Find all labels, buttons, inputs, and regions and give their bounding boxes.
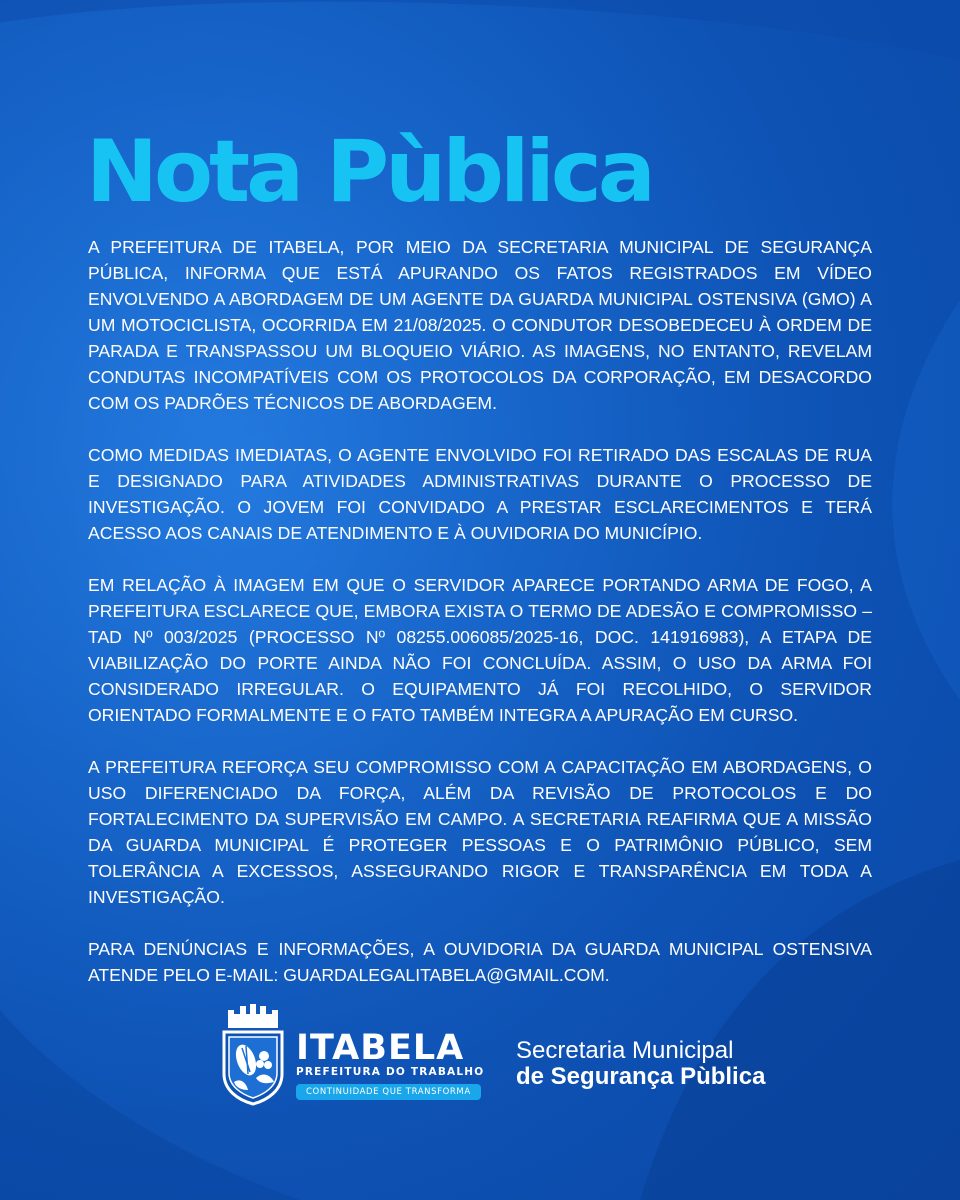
secretariat-name [516,1038,786,1090]
paragraph-immediate-measures: COMO MEDIDAS IMEDIATAS, O AGENTE ENVOLVIDO FOI RETIRADO DAS ESCALAS DE RUA E DESIGNADO PARA ATIVIDADES ADMINISTRATIVAS DURANTE O PROCESSO DE INVESTIGAÇÃO. O JOVEM FOI CONVIDADO A PRESTAR ESCLARECIMENTOS E TERÁ ACESSO AOS CANAIS DE ATENDIMENTO E À OUVIDORIA DO MUNICÍPIO. [88,445,872,543]
paragraph-firearm: EM RELAÇÃO À IMAGEM EM QUE O SERVIDOR APARECE PORTANDO ARMA DE FOGO, A PREFEITURA ESCLARECE QUE, EMBORA EXISTA O TERMO DE ADESÃO E COMPROMISSO – TAD Nº 003/2025 (PROCESSO Nº 08255.006085/2025-16, DOC. 141916983), A ETAPA DE VIABILIZAÇÃO DO PORTE AINDA NÃO FOI CONCLUÍDA. ASSIM, O USO DA ARMA FOI CONSIDERADO IRREGULAR. O EQUIPAMENTO JÁ FOI RECOLHIDO, O SERVIDOR ORIENTADO FORMALMENTE E O FATO TAMBÉM INTEGRA A APURAÇÃO EM CURSO. [88,575,872,725]
paragraph-investigation: A PREFEITURA DE ITABELA, POR MEIO DA SECRETARIA MUNICIPAL DE SEGURANÇA PÚBLICA, INFORMA QUE ESTÁ APURANDO OS FATOS REGISTRADOS EM VÍDEO ENVOLVENDO A ABORDAGEM DE UM AGENTE DA GUARDA MUNICIPAL OSTENSIVA (GMO) A UM MOTOCICLISTA, OCORRIDA EM 21/08/2025. O CONDUTOR DESOBEDECEU À ORDEM DE PARADA E TRANSPASSOU UM BLOQUEIO VIÁRIO. AS IMAGENS, NO ENTANTO, REVELAM CONDUTAS INCOMPATÍVEIS COM OS PROTOCOLOS DA CORPORAÇÃO, EM DESACORDO COM OS PADRÕES TÉCNICOS DE ABORDAGEM. [88,237,872,413]
paragraph-contact: PARA DENÚNCIAS E INFORMAÇÕES, A OUVIDORIA DA GUARDA MUNICIPAL OSTENSIVA ATENDE PELO E-MAIL: GUARDALEGALITABELA@GMAIL.COM. [88,939,872,985]
secretariat-line1: Secretaria Municipal [516,1037,734,1064]
paragraph-commitment: A PREFEITURA REFORÇA SEU COMPROMISSO COM A CAPACITAÇÃO EM ABORDAGENS, O USO DIFERENCIADO DA FORÇA, ALÉM DA REVISÃO DE PROTOCOLOS E DO FORTALECIMENTO DA SUPERVISÃO EM CAMPO. A SECRETARIA REAFIRMA QUE A MISSÃO DA GUARDA MUNICIPAL É PROTEGER PESSOAS E O PATRIMÔNIO PÚBLICO, SEM TOLERÂNCIA A EXCESSOS, ASSEGURANDO RIGOR E TRANSPARÊNCIA EM TODA A INVESTIGAÇÃO. [88,757,872,907]
brand-subtitle: PREFEITURA DO TRABALHO [296,1066,485,1078]
brand-name: ITABELA [296,1028,465,1068]
footer-divider [496,1038,497,1090]
page-title: Nota Pùblica [86,122,652,222]
brand-tagline: CONTINUIDADE QUE TRANSFORMA [296,1084,481,1100]
footer-logos [220,1002,780,1112]
secretariat-line2: de Segurança Pùblica [516,1063,766,1090]
municipal-crest-icon [220,1002,286,1106]
itabela-brand [296,1030,486,1100]
note-body [88,234,872,1014]
